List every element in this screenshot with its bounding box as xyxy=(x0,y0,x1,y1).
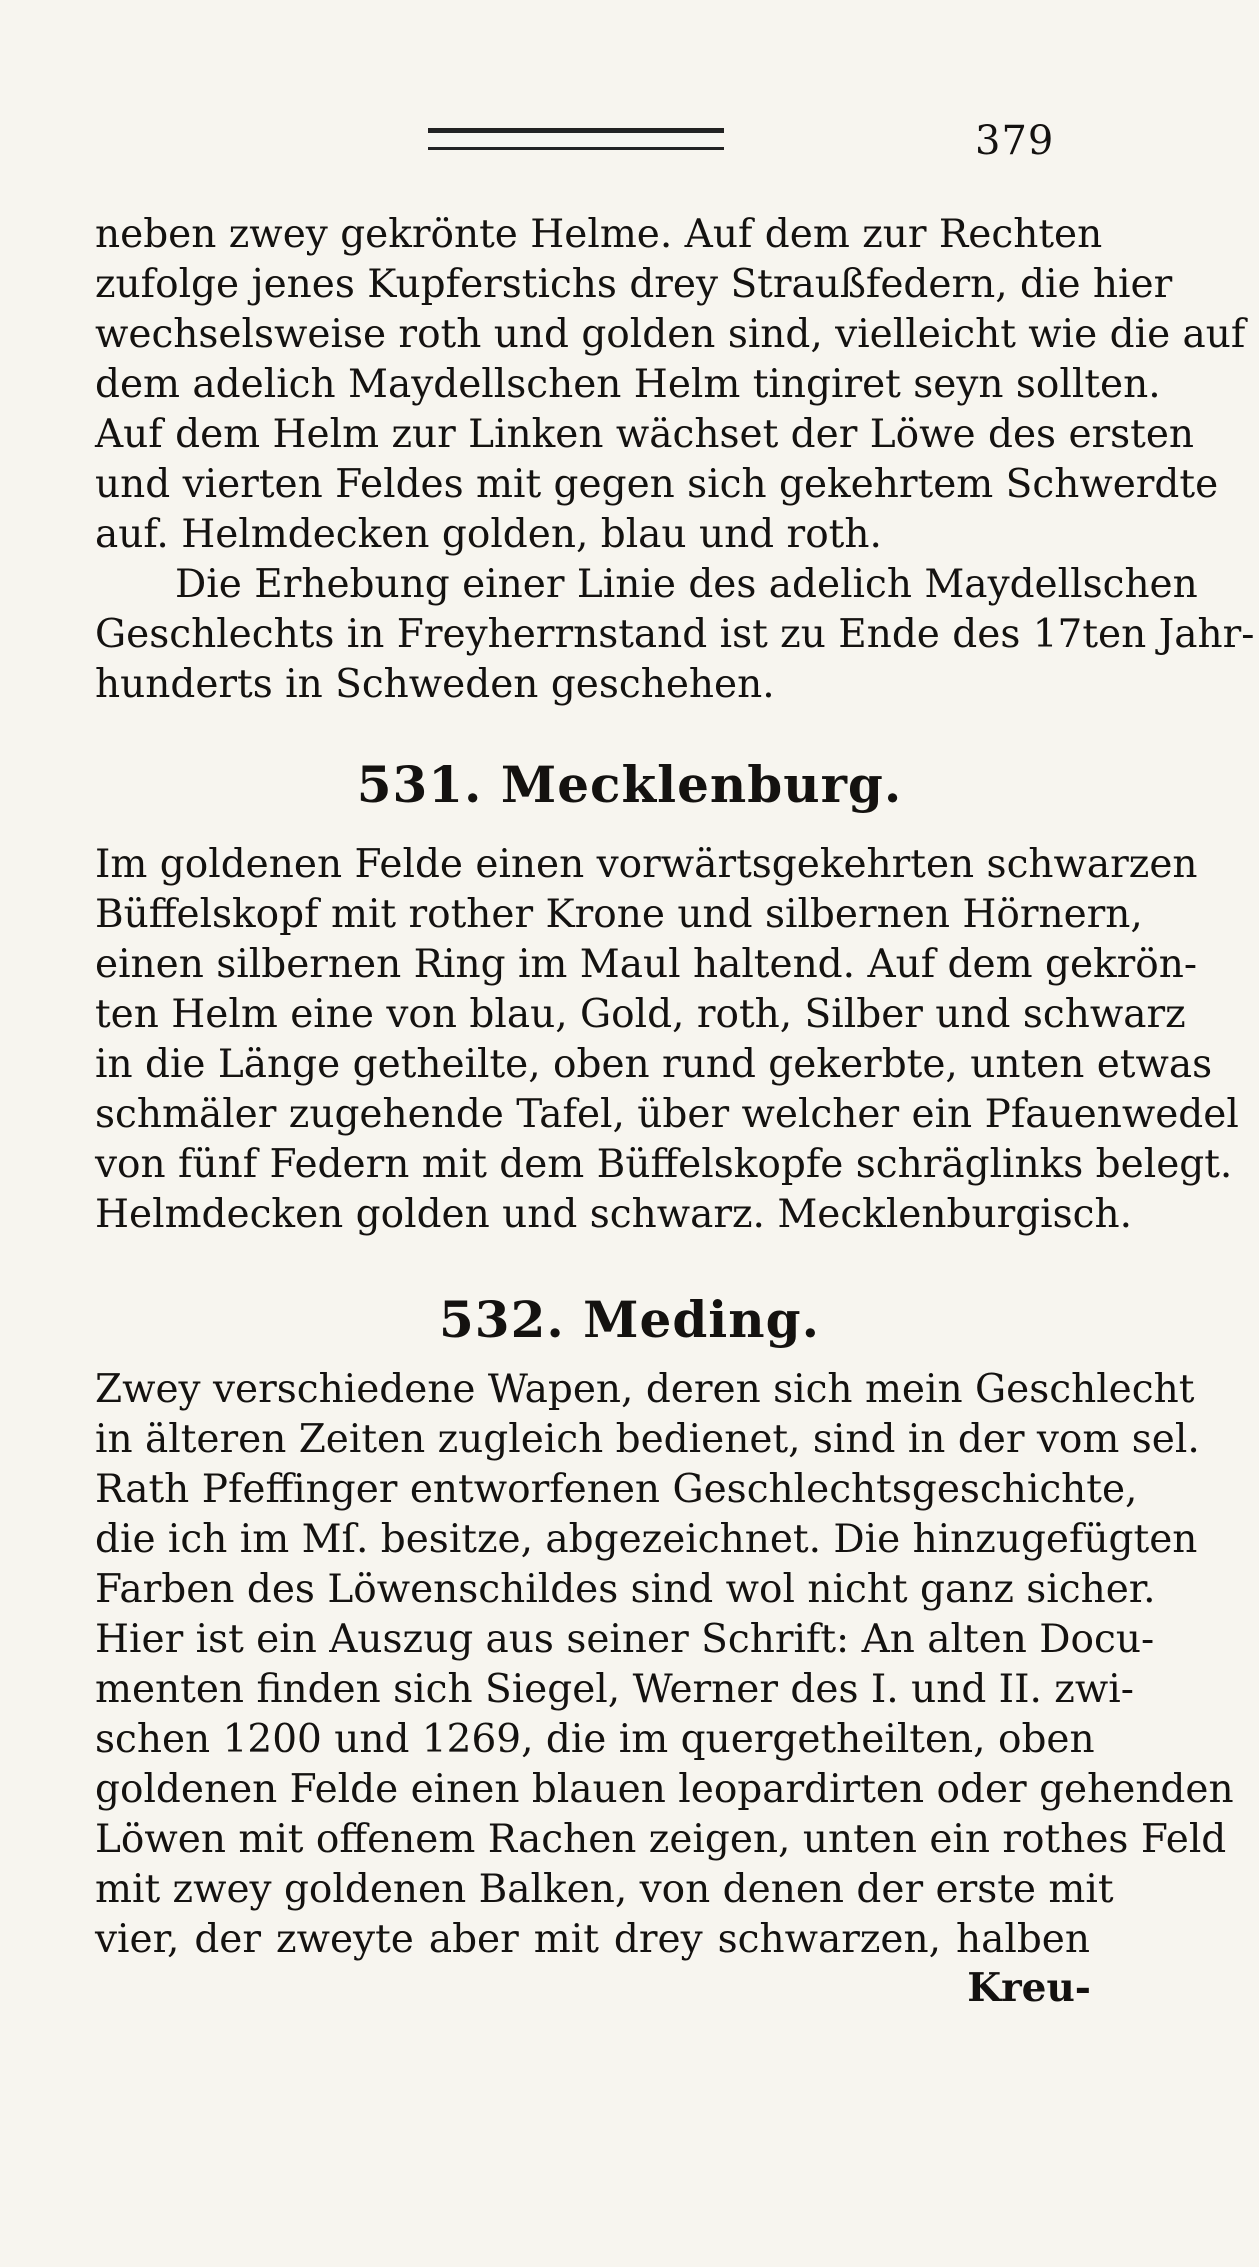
text-line: mit zwey goldenen Balken, von denen der erste mit xyxy=(95,1867,1114,1912)
text-line: wechselsweise roth und golden sind, vielleicht wie die auf xyxy=(95,312,1246,357)
text-line: hunderts in Schweden geschehen. xyxy=(95,662,775,707)
text-line: einen silbernen Ring im Maul haltend. Auf dem gekrön- xyxy=(95,942,1198,987)
text-line: neben zwey gekrönte Helme. Auf dem zur Rechten xyxy=(95,212,1103,257)
text-line: Geschlechts in Freyherrnstand ist zu Ende des 17ten Jahr- xyxy=(95,612,1255,657)
text-line: die ich im Mſ. besitze, abgezeichnet. Die hinzugefügten xyxy=(95,1517,1198,1562)
text-line: goldenen Felde einen blauen leopardirten oder gehenden xyxy=(95,1767,1234,1812)
catchword: Kreu- xyxy=(967,1965,1091,2011)
text-line: zufolge jenes Kupferstichs drey Straußfedern, die hier xyxy=(95,262,1173,307)
text-line: auf. Helmdecken golden, blau und roth. xyxy=(95,512,882,557)
text-line: schen 1200 und 1269, die im quergetheilten, oben xyxy=(95,1717,1095,1762)
text-line: vier, der zweyte aber mit drey schwarzen, halben xyxy=(95,1917,1090,1962)
text-line: menten finden sich Siegel, Werner des I. und II. zwi- xyxy=(95,1667,1134,1712)
text-line: in die Länge getheilte, oben rund gekerbte, unten etwas xyxy=(95,1042,1213,1087)
text-line: von fünf Federn mit dem Büffelskopfe schräglinks belegt. xyxy=(95,1142,1233,1187)
text-line: Hier ist ein Auszug aus seiner Schrift: An alten Docu- xyxy=(95,1617,1155,1662)
text-line: Büffelskopf mit rother Krone und silbernen Hörnern, xyxy=(95,892,1143,937)
text-line: dem adelich Maydellschen Helm tingiret seyn sollten. xyxy=(95,362,1161,407)
text-line: Auf dem Helm zur Linken wächset der Löwe des ersten xyxy=(95,412,1195,457)
text-line: Rath Pfeffinger entworfenen Geschlechtsgeschichte, xyxy=(95,1467,1138,1512)
page-number: 379 xyxy=(975,118,1055,164)
header-rule xyxy=(428,128,724,150)
text-line: ten Helm eine von blau, Gold, roth, Silber und schwarz xyxy=(95,992,1186,1037)
text-line: Die Erhebung einer Linie des adelich Maydellschen xyxy=(175,562,1198,607)
text-line: Im goldenen Felde einen vorwärtsgekehrten schwarzen xyxy=(95,842,1198,887)
section-532-body xyxy=(95,1365,1234,1965)
section-531-body xyxy=(95,840,1239,1240)
section-heading-531: 531. Mecklenburg. xyxy=(356,755,903,814)
text-line: Löwen mit offenem Rachen zeigen, unten ein rothes Feld xyxy=(95,1817,1227,1862)
text-line: Farben des Löwenschildes sind wol nicht ganz sicher. xyxy=(95,1567,1156,1612)
text-line: in älteren Zeiten zugleich bedienet, sind in der vom sel. xyxy=(95,1417,1200,1462)
section-heading-532: 532. Meding. xyxy=(438,1290,821,1349)
text-line: Zwey verschiedene Wapen, deren sich mein Geschlecht xyxy=(95,1367,1195,1412)
paragraph-freiherrnstand xyxy=(95,560,1255,710)
paragraph-continuation xyxy=(95,210,1246,560)
text-line: schmäler zugehende Tafel, über welcher ein Pfauenwedel xyxy=(95,1092,1239,1137)
text-line: Helmdecken golden und schwarz. Mecklenburgisch. xyxy=(95,1192,1133,1237)
text-line: und vierten Feldes mit gegen sich gekehrtem Schwerdte xyxy=(95,462,1219,507)
